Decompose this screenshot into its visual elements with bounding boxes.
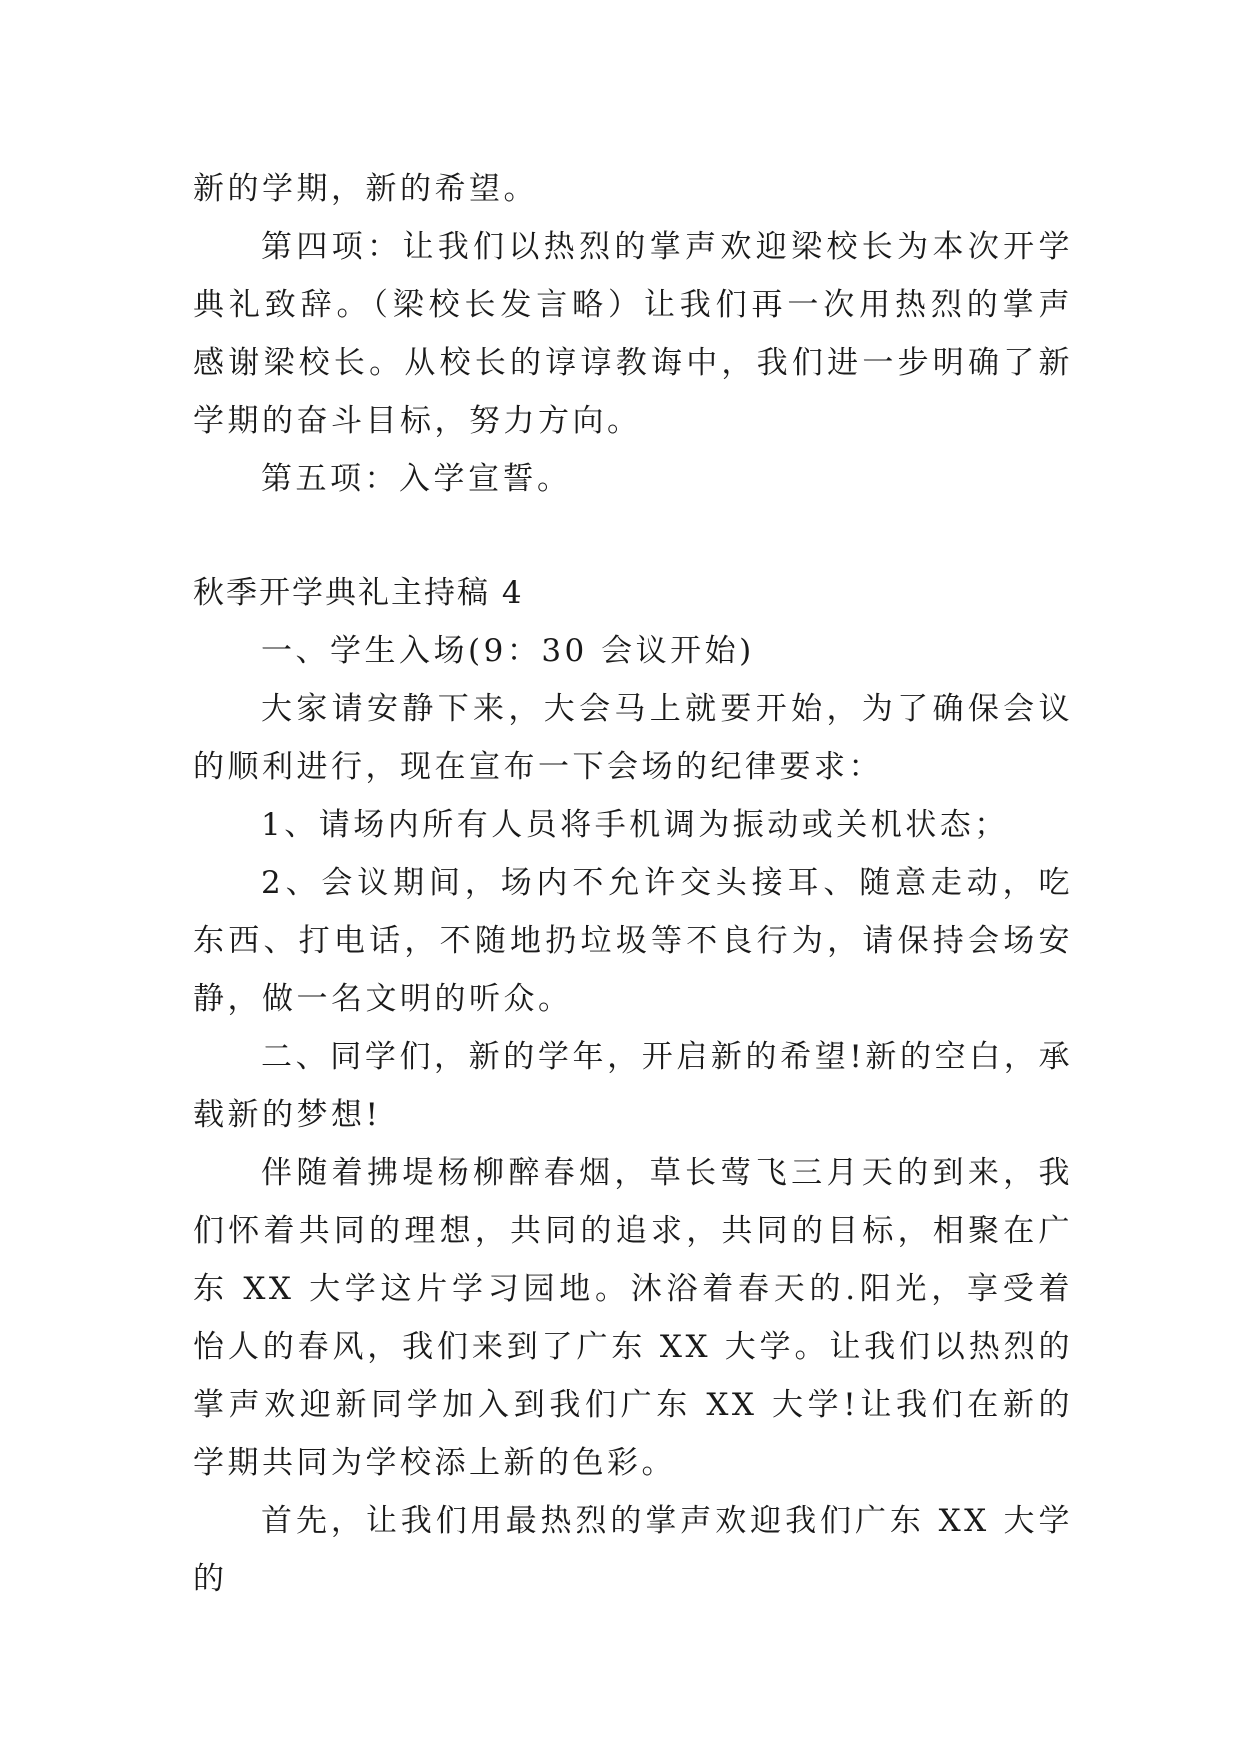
paragraph-student-entry: 一、学生入场(9：30 会议开始): [261, 633, 755, 669]
paragraph-first: 首先，让我们用最热烈的掌声欢迎我们广东 XX 大学的: [193, 1503, 1073, 1597]
section-title: 秋季开学典礼主持稿 4: [193, 575, 524, 611]
paragraph-continuation: 新的学期，新的希望。: [193, 171, 538, 207]
paragraph-item-four: 第四项：让我们以热烈的掌声欢迎梁校长为本次开学典礼致辞。（梁校长发言略）让我们再一次用热烈的掌声感谢梁校长。从校长的谆谆教诲中，我们进一步明确了新学期的奋斗目标，努力方向。: [193, 229, 1073, 439]
paragraph-rule-two: 2、会议期间，场内不允许交头接耳、随意走动，吃东西、打电话，不随地扔垃圾等不良行为，请保持会场安静，做一名文明的听众。: [193, 865, 1073, 1017]
paragraph-welcome: 伴随着拂堤杨柳醉春烟，草长莺飞三月天的到来，我们怀着共同的理想，共同的追求，共同的目标，相聚在广东 XX 大学这片学习园地。沐浴着春天的.阳光，享受着怡人的春风，我们来到了广东 XX 大学。让我们以热烈的掌声欢迎新同学加入到我们广东 XX 大学!让我们在新的学期共同为学校添上新的色彩。: [193, 1155, 1073, 1481]
paragraph-new-year: 二、同学们，新的学年，开启新的希望!新的空白，承载新的梦想!: [193, 1039, 1073, 1133]
document-body: [193, 160, 1073, 1608]
paragraph-quiet-request: 大家请安静下来，大会马上就要开始，为了确保会议的顺利进行，现在宣布一下会场的纪律要求：: [193, 691, 1073, 785]
paragraph-rule-one: 1、请场内所有人员将手机调为振动或关机状态；: [261, 807, 1009, 843]
paragraph-item-five: 第五项：入学宣誓。: [261, 461, 572, 497]
